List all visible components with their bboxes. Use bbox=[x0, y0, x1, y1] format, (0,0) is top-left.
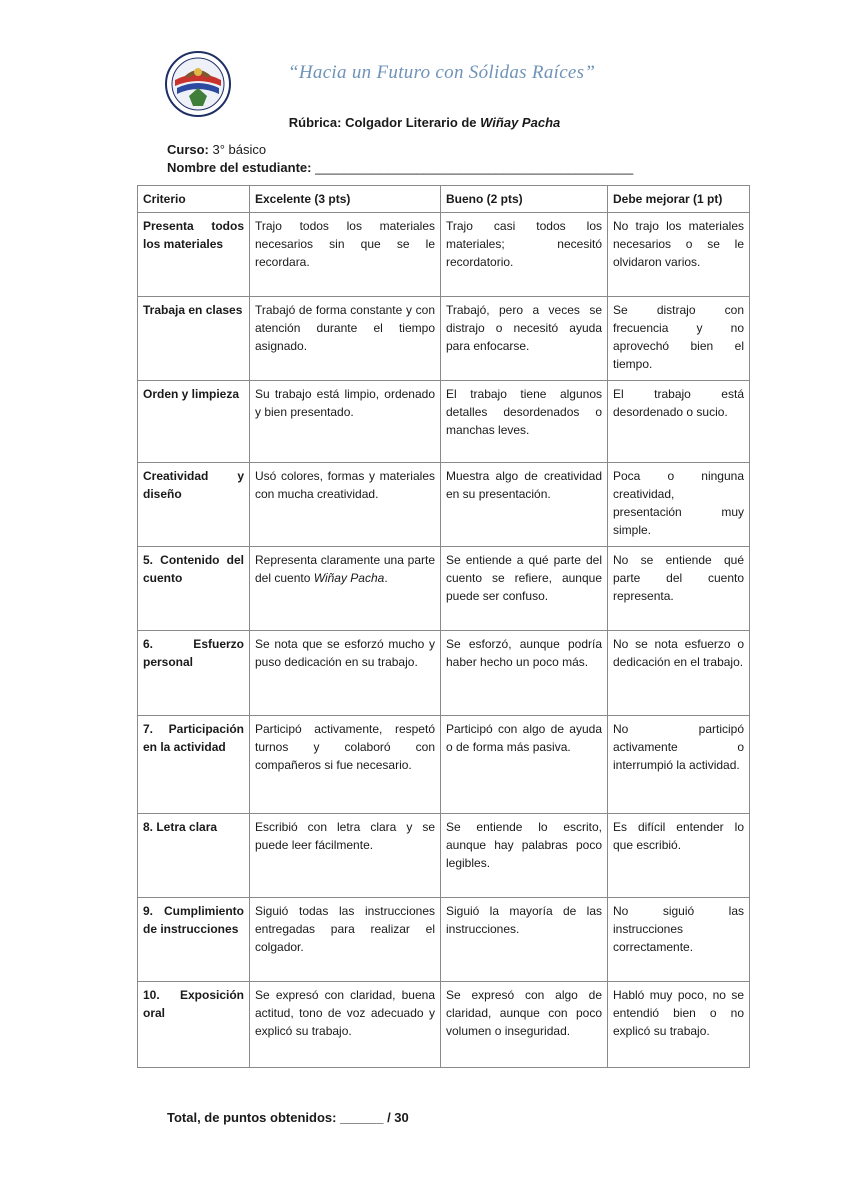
criterion-cell: 9. Cumplimiento de instrucciones bbox=[138, 898, 250, 982]
criterion-cell: 7. Participación en la actividad bbox=[138, 716, 250, 814]
title-prefix: Rúbrica: Colgador Literario de bbox=[288, 115, 481, 130]
table-row bbox=[138, 716, 750, 814]
table-row bbox=[138, 297, 750, 381]
excellent-suffix: . bbox=[384, 571, 388, 585]
header-criterion: Criterio bbox=[138, 186, 250, 213]
table-row bbox=[138, 631, 750, 716]
course-label: Curso: bbox=[167, 142, 209, 157]
good-cell: El trabajo tiene algunos detalles desordenados o manchas leves. bbox=[441, 381, 608, 463]
table-row bbox=[138, 814, 750, 898]
student-name-blank[interactable]: ____________________________________________ bbox=[311, 160, 634, 175]
excellent-cell: Su trabajo está limpio, ordenado y bien presentado. bbox=[250, 381, 441, 463]
total-points-line bbox=[167, 1110, 409, 1125]
improve-cell: No trajo los materiales necesarios o se le olvidaron varios. bbox=[608, 213, 750, 297]
student-name-line bbox=[167, 160, 633, 175]
improve-cell: Es difícil entender lo que escribió. bbox=[608, 814, 750, 898]
excellent-cell: Participó activamente, respetó turnos y colaboró con compañeros si fue necesario. bbox=[250, 716, 441, 814]
excellent-cell: Escribió con letra clara y se puede leer fácilmente. bbox=[250, 814, 441, 898]
school-crest-icon bbox=[163, 50, 233, 118]
excellent-cell: Usó colores, formas y materiales con mucha creatividad. bbox=[250, 463, 441, 547]
table-row bbox=[138, 982, 750, 1068]
total-label: Total, de puntos obtenidos: bbox=[167, 1110, 337, 1125]
table-row bbox=[138, 463, 750, 547]
good-cell: Se entiende a qué parte del cuento se refiere, aunque puede ser confuso. bbox=[441, 547, 608, 631]
good-cell: Se expresó con algo de claridad, aunque con poco volumen o inseguridad. bbox=[441, 982, 608, 1068]
good-cell: Se entiende lo escrito, aunque hay palabras poco legibles. bbox=[441, 814, 608, 898]
criterion-cell: 6. Esfuerzo personal bbox=[138, 631, 250, 716]
school-motto: “Hacia un Futuro con Sólidas Raíces” bbox=[288, 62, 596, 83]
good-cell: Participó con algo de ayuda o de forma más pasiva. bbox=[441, 716, 608, 814]
excellent-cell bbox=[250, 547, 441, 631]
improve-cell: No se nota esfuerzo o dedicación en el trabajo. bbox=[608, 631, 750, 716]
rubric-table bbox=[137, 185, 750, 1068]
table-row bbox=[138, 213, 750, 297]
student-name-label: Nombre del estudiante: bbox=[167, 160, 312, 175]
criterion-cell: 10. Exposición oral bbox=[138, 982, 250, 1068]
header-excellent: Excelente (3 pts) bbox=[250, 186, 441, 213]
table-row bbox=[138, 547, 750, 631]
header-good: Bueno (2 pts) bbox=[441, 186, 608, 213]
good-cell: Trabajó, pero a veces se distrajo o necesitó ayuda para enfocarse. bbox=[441, 297, 608, 381]
improve-cell: Poca o ninguna creatividad, presentación muy simple. bbox=[608, 463, 750, 547]
excellent-text: Representa claramente una parte del cuento bbox=[255, 553, 435, 585]
criterion-cell: Presenta todos los materiales bbox=[138, 213, 250, 297]
excellent-cell: Se expresó con claridad, buena actitud, tono de voz adecuado y explicó su trabajo. bbox=[250, 982, 441, 1068]
document-title bbox=[0, 115, 849, 130]
table-row bbox=[138, 381, 750, 463]
excellent-cell: Se nota que se esforzó mucho y puso dedicación en su trabajo. bbox=[250, 631, 441, 716]
table-header-row bbox=[138, 186, 750, 213]
story-name: Wiñay Pacha bbox=[313, 571, 385, 585]
improve-cell: El trabajo está desordenado o sucio. bbox=[608, 381, 750, 463]
excellent-cell: Trajo todos los materiales necesarios sin que se le recordara. bbox=[250, 213, 441, 297]
good-cell: Muestra algo de creatividad en su presentación. bbox=[441, 463, 608, 547]
criterion-cell: 5. Contenido del cuento bbox=[138, 547, 250, 631]
improve-cell: No se entiende qué parte del cuento representa. bbox=[608, 547, 750, 631]
good-cell: Siguió la mayoría de las instrucciones. bbox=[441, 898, 608, 982]
criterion-cell: Trabaja en clases bbox=[138, 297, 250, 381]
criterion-cell: Creatividad y diseño bbox=[138, 463, 250, 547]
improve-cell: Se distrajo con frecuencia y no aprovechó bien el tiempo. bbox=[608, 297, 750, 381]
criterion-cell: Orden y limpieza bbox=[138, 381, 250, 463]
header-improve: Debe mejorar (1 pt) bbox=[608, 186, 750, 213]
criterion-cell: 8. Letra clara bbox=[138, 814, 250, 898]
total-blank[interactable]: ______ / 30 bbox=[336, 1110, 409, 1125]
improve-cell: No siguió las instrucciones correctamente. bbox=[608, 898, 750, 982]
course-line bbox=[167, 142, 266, 157]
improve-cell: Habló muy poco, no se entendió bien o no explicó su trabajo. bbox=[608, 982, 750, 1068]
good-cell: Se esforzó, aunque podría haber hecho un poco más. bbox=[441, 631, 608, 716]
title-story-name: Wiñay Pacha bbox=[480, 115, 561, 130]
table-row bbox=[138, 898, 750, 982]
improve-cell: No participó activamente o interrumpió la actividad. bbox=[608, 716, 750, 814]
excellent-cell: Trabajó de forma constante y con atención durante el tiempo asignado. bbox=[250, 297, 441, 381]
course-value: 3° básico bbox=[208, 142, 267, 157]
excellent-cell: Siguió todas las instrucciones entregadas para realizar el colgador. bbox=[250, 898, 441, 982]
good-cell: Trajo casi todos los materiales; necesitó recordatorio. bbox=[441, 213, 608, 297]
